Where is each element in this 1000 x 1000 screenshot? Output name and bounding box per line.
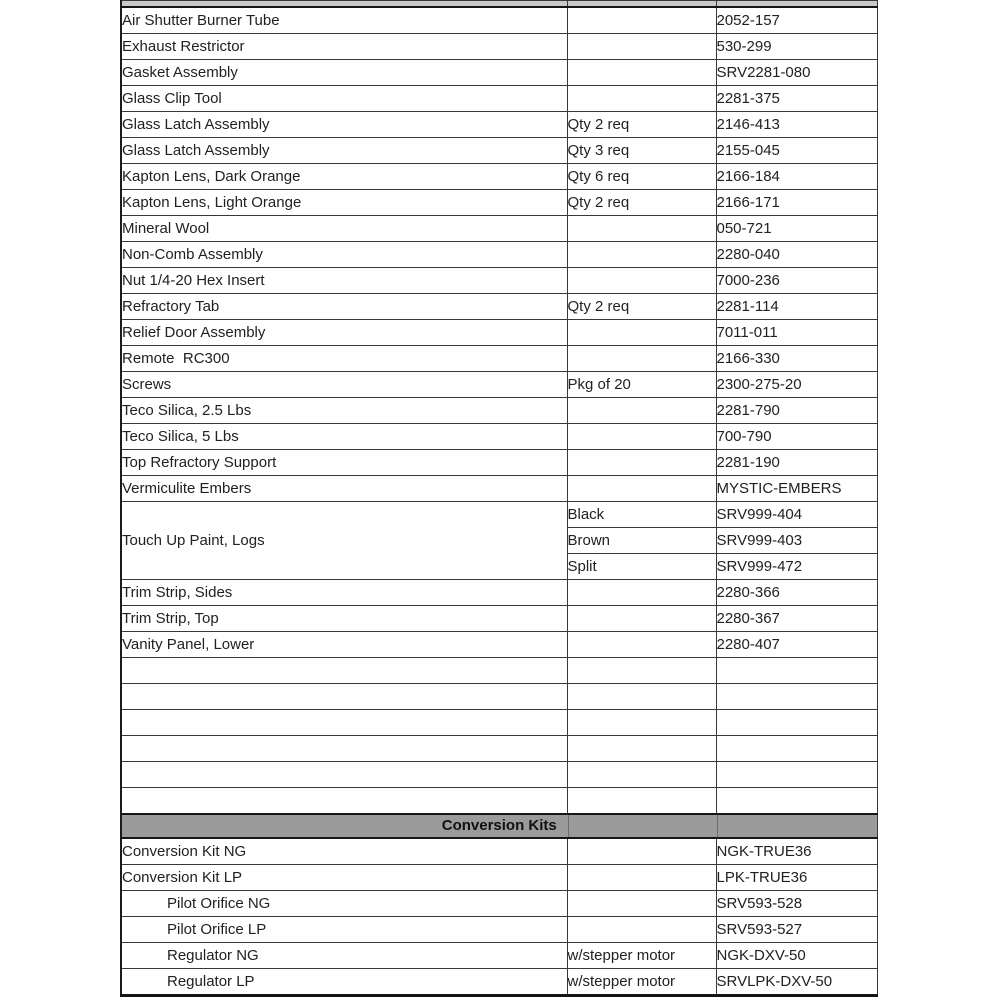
part-number-cell: 2146-413 xyxy=(716,112,877,138)
table-row xyxy=(121,969,877,996)
variant-label-cell: Black xyxy=(567,502,716,528)
table-row xyxy=(121,294,877,320)
empty-cell xyxy=(716,788,877,815)
parts-table-body xyxy=(121,1,877,996)
table-row xyxy=(121,7,877,34)
part-number-cell: SRVLPK-DXV-50 xyxy=(716,969,877,996)
part-number-cell: LPK-TRUE36 xyxy=(716,865,877,891)
qty-note-cell xyxy=(567,320,716,346)
part-number-cell: 050-721 xyxy=(716,216,877,242)
empty-cell xyxy=(121,684,567,710)
table-row xyxy=(121,216,877,242)
part-name-cell: Top Refractory Support xyxy=(121,450,567,476)
part-number-cell: NGK-DXV-50 xyxy=(716,943,877,969)
part-name-cell: Vanity Panel, Lower xyxy=(121,632,567,658)
column-divider-line xyxy=(568,815,569,837)
qty-note-cell: Qty 6 req xyxy=(567,164,716,190)
qty-note-cell: Qty 2 req xyxy=(567,190,716,216)
part-number-cell: 2052-157 xyxy=(716,7,877,34)
part-number-cell: 2166-171 xyxy=(716,190,877,216)
part-name-cell: Conversion Kit LP xyxy=(121,865,567,891)
table-row xyxy=(121,606,877,632)
part-number-cell: 530-299 xyxy=(716,34,877,60)
qty-note-cell xyxy=(567,424,716,450)
table-row xyxy=(121,242,877,268)
empty-table-row xyxy=(121,684,877,710)
table-row xyxy=(121,372,877,398)
qty-note-cell xyxy=(567,580,716,606)
table-row xyxy=(121,346,877,372)
qty-note-cell xyxy=(567,7,716,34)
part-name-cell: Glass Latch Assembly xyxy=(121,138,567,164)
part-number-cell: 2281-114 xyxy=(716,294,877,320)
part-name-cell: Pilot Orifice LP xyxy=(121,917,567,943)
part-number-cell: 2300-275-20 xyxy=(716,372,877,398)
qty-note-cell: Qty 3 req xyxy=(567,138,716,164)
qty-note-cell xyxy=(567,838,716,865)
empty-cell xyxy=(121,762,567,788)
table-row xyxy=(121,838,877,865)
part-number-cell: NGK-TRUE36 xyxy=(716,838,877,865)
empty-table-row xyxy=(121,658,877,684)
part-number-cell: SRV2281-080 xyxy=(716,60,877,86)
part-number-cell: 2280-366 xyxy=(716,580,877,606)
part-name-cell: Exhaust Restrictor xyxy=(121,34,567,60)
empty-cell xyxy=(567,710,716,736)
empty-cell xyxy=(567,684,716,710)
part-name-cell: Glass Latch Assembly xyxy=(121,112,567,138)
qty-note-cell xyxy=(567,450,716,476)
empty-cell xyxy=(121,658,567,684)
part-number-cell: SRV999-403 xyxy=(716,528,877,554)
table-row xyxy=(121,138,877,164)
qty-note-cell xyxy=(567,398,716,424)
qty-note-cell xyxy=(567,606,716,632)
part-name-cell: Kapton Lens, Dark Orange xyxy=(121,164,567,190)
part-name-cell: Pilot Orifice NG xyxy=(121,891,567,917)
part-name-cell: Non-Comb Assembly xyxy=(121,242,567,268)
empty-table-row xyxy=(121,788,877,815)
table-row xyxy=(121,632,877,658)
part-name-cell: Touch Up Paint, Logs xyxy=(121,502,567,580)
table-row xyxy=(121,917,877,943)
part-name-cell: Teco Silica, 5 Lbs xyxy=(121,424,567,450)
section-row-conversion-kits xyxy=(121,814,877,838)
column-divider-line xyxy=(717,815,718,837)
table-row xyxy=(121,34,877,60)
qty-note-cell: Qty 2 req xyxy=(567,112,716,138)
part-number-cell: 700-790 xyxy=(716,424,877,450)
table-row xyxy=(121,502,877,528)
part-name-cell: Trim Strip, Sides xyxy=(121,580,567,606)
part-name-cell: Vermiculite Embers xyxy=(121,476,567,502)
part-number-cell: SRV593-527 xyxy=(716,917,877,943)
part-name-cell: Teco Silica, 2.5 Lbs xyxy=(121,398,567,424)
qty-note-cell: w/stepper motor xyxy=(567,969,716,996)
empty-cell xyxy=(567,788,716,815)
part-number-cell: MYSTIC-EMBERS xyxy=(716,476,877,502)
variant-label-cell: Brown xyxy=(567,528,716,554)
table-row xyxy=(121,112,877,138)
qty-note-cell xyxy=(567,476,716,502)
part-number-cell: 7011-011 xyxy=(716,320,877,346)
table-row xyxy=(121,60,877,86)
table-row xyxy=(121,943,877,969)
qty-note-cell xyxy=(567,346,716,372)
part-number-cell: 7000-236 xyxy=(716,268,877,294)
part-name-cell: Remote RC300 xyxy=(121,346,567,372)
table-row xyxy=(121,865,877,891)
empty-cell xyxy=(121,788,567,815)
part-name-cell: Mineral Wool xyxy=(121,216,567,242)
qty-note-cell xyxy=(567,34,716,60)
empty-table-row xyxy=(121,762,877,788)
qty-note-cell: Qty 2 req xyxy=(567,294,716,320)
table-row xyxy=(121,86,877,112)
table-row xyxy=(121,476,877,502)
empty-cell xyxy=(716,658,877,684)
part-number-cell: SRV593-528 xyxy=(716,891,877,917)
part-name-cell: Air Shutter Burner Tube xyxy=(121,7,567,34)
part-number-cell: 2280-407 xyxy=(716,632,877,658)
variant-label-cell: Split xyxy=(567,554,716,580)
qty-note-cell xyxy=(567,891,716,917)
qty-note-cell xyxy=(567,86,716,112)
table-row xyxy=(121,450,877,476)
qty-note-cell xyxy=(567,917,716,943)
part-number-cell: SRV999-404 xyxy=(716,502,877,528)
table-row xyxy=(121,320,877,346)
empty-cell xyxy=(121,736,567,762)
table-row xyxy=(121,164,877,190)
part-name-cell: Kapton Lens, Light Orange xyxy=(121,190,567,216)
part-number-cell: 2280-040 xyxy=(716,242,877,268)
table-row xyxy=(121,268,877,294)
table-row xyxy=(121,398,877,424)
part-name-cell: Gasket Assembly xyxy=(121,60,567,86)
part-name-cell: Refractory Tab xyxy=(121,294,567,320)
part-name-cell: Glass Clip Tool xyxy=(121,86,567,112)
table-row xyxy=(121,580,877,606)
qty-note-cell xyxy=(567,216,716,242)
part-name-cell: Trim Strip, Top xyxy=(121,606,567,632)
part-number-cell: SRV999-472 xyxy=(716,554,877,580)
table-row xyxy=(121,190,877,216)
empty-cell xyxy=(716,710,877,736)
empty-cell xyxy=(121,710,567,736)
part-name-cell: Conversion Kit NG xyxy=(121,838,567,865)
part-number-cell: 2281-190 xyxy=(716,450,877,476)
part-number-cell: 2166-184 xyxy=(716,164,877,190)
table-row xyxy=(121,891,877,917)
empty-cell xyxy=(716,736,877,762)
qty-note-cell: Pkg of 20 xyxy=(567,372,716,398)
part-name-cell: Nut 1/4-20 Hex Insert xyxy=(121,268,567,294)
qty-note-cell: w/stepper motor xyxy=(567,943,716,969)
qty-note-cell xyxy=(567,865,716,891)
empty-table-row xyxy=(121,736,877,762)
empty-cell xyxy=(716,762,877,788)
part-number-cell: 2155-045 xyxy=(716,138,877,164)
part-number-cell: 2281-375 xyxy=(716,86,877,112)
part-number-cell: 2281-790 xyxy=(716,398,877,424)
part-name-cell: Relief Door Assembly xyxy=(121,320,567,346)
part-number-cell: 2280-367 xyxy=(716,606,877,632)
part-name-cell: Regulator NG xyxy=(121,943,567,969)
part-name-cell: Screws xyxy=(121,372,567,398)
qty-note-cell xyxy=(567,60,716,86)
empty-cell xyxy=(567,736,716,762)
qty-note-cell xyxy=(567,632,716,658)
empty-cell xyxy=(716,684,877,710)
qty-note-cell xyxy=(567,268,716,294)
table-row xyxy=(121,424,877,450)
section-header-label: Conversion Kits xyxy=(121,814,877,838)
parts-table xyxy=(120,0,878,997)
empty-cell xyxy=(567,762,716,788)
empty-table-row xyxy=(121,710,877,736)
qty-note-cell xyxy=(567,242,716,268)
empty-cell xyxy=(567,658,716,684)
part-name-cell: Regulator LP xyxy=(121,969,567,996)
part-number-cell: 2166-330 xyxy=(716,346,877,372)
